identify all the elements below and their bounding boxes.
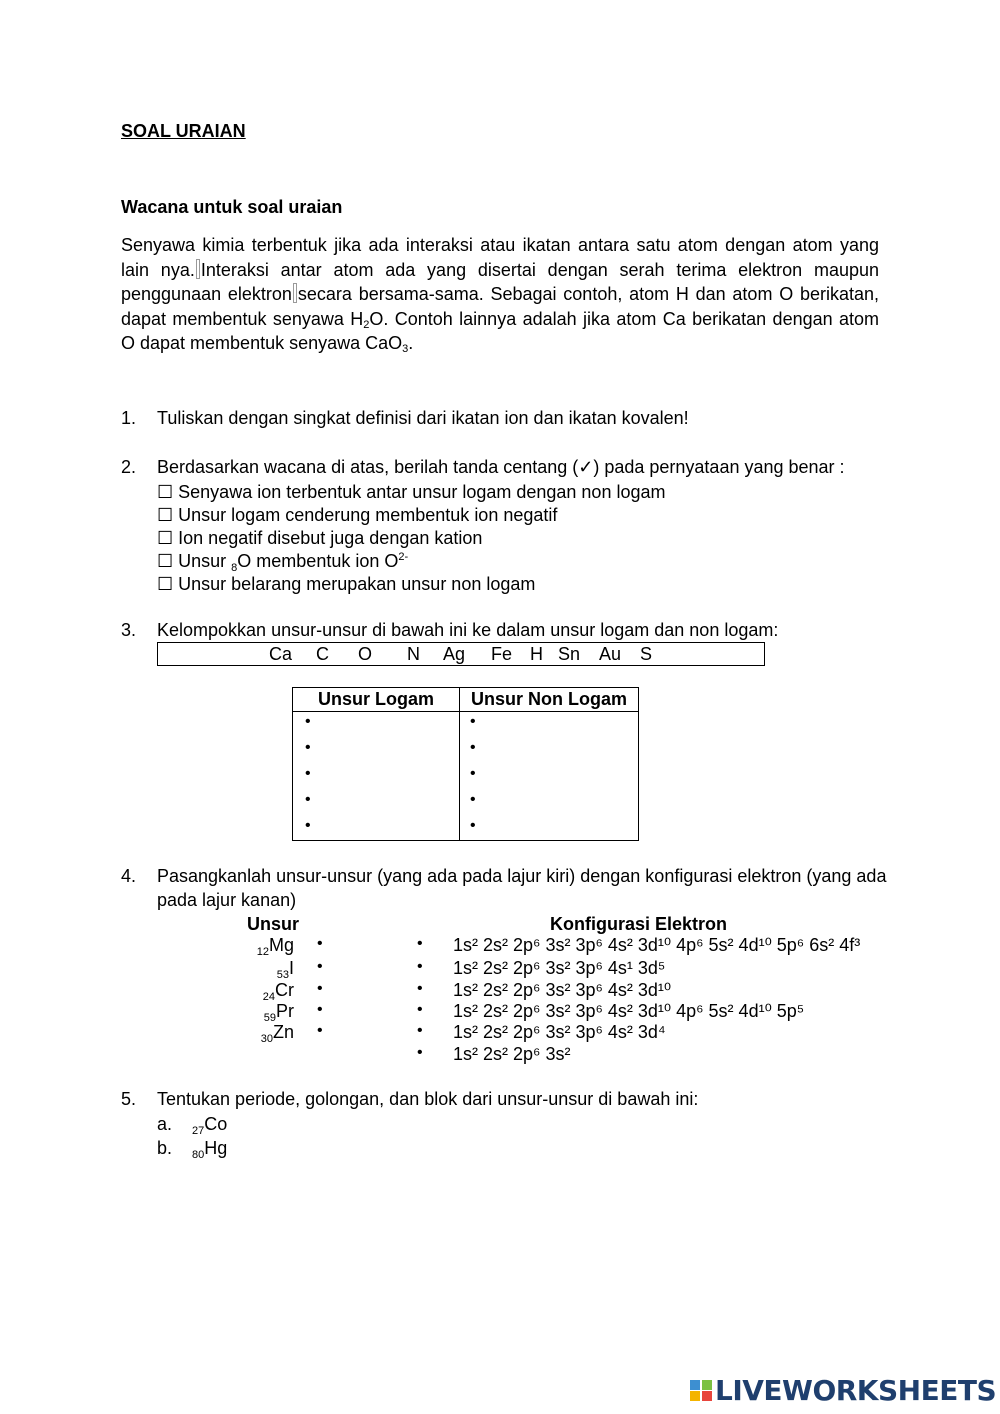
left-match-dot[interactable]: • [317, 935, 323, 952]
passage-heading: Wacana untuk soal uraian [121, 197, 343, 217]
bullet-icon: • [470, 817, 476, 834]
checkbox-icon: ☐ [157, 574, 174, 594]
left-match-dot[interactable]: • [317, 980, 323, 997]
q3-number: 3. [121, 620, 137, 640]
configuration-item: 1s² 2s² 2p⁶ 3s² 3p⁶ 4s² 3d¹⁰ 4p⁶ 5s² 4d¹⁰ 5p⁵ [453, 1001, 805, 1021]
q2-number: 2. [121, 457, 137, 477]
logo-grid-icon [690, 1380, 712, 1402]
column-header-metal: Unsur Logam [293, 688, 460, 712]
brand-name: LIVEWORKSHEETS [715, 1374, 997, 1407]
configuration-item: 1s² 2s² 2p⁶ 3s² 3p⁶ 4s² 3d¹⁰ [453, 980, 672, 1000]
right-match-dot[interactable]: • [417, 980, 423, 997]
right-match-dot[interactable]: • [417, 1001, 423, 1018]
element-list-box [157, 642, 765, 666]
q5-text: Tentukan periode, golongan, dan blok dari unsur-unsur di bawah ini: [157, 1089, 699, 1109]
element-item: H [530, 644, 543, 664]
page-title: SOAL URAIAN [121, 121, 246, 141]
checkbox-icon: ☐ [157, 482, 174, 502]
element-item: Ag [443, 644, 466, 664]
q4-text-continued: pada lajur kanan) [157, 890, 297, 910]
input-marker[interactable] [196, 259, 200, 279]
metal-answer-cell[interactable] [293, 712, 460, 841]
q2-text: Berdasarkan wacana di atas, berilah tanda centang (✓) pada pernyataan yang benar : [157, 457, 845, 477]
element-label: $_{30}$Zn [260, 1022, 294, 1045]
right-match-dot[interactable]: • [417, 935, 423, 952]
configuration-item: 1s² 2s² 2p⁶ 3s² 3p⁶ 4s² 3d¹⁰ 4p⁶ 5s² 4d¹⁰ 5p⁶ 6s² 4f³ [453, 935, 861, 955]
bullet-icon: • [470, 765, 476, 782]
q2-option[interactable]: ☐ Unsur $_8$O membentuk ion $O^{2-}$ [157, 551, 409, 574]
configuration-item: 1s² 2s² 2p⁶ 3s² [453, 1044, 571, 1064]
q5-number: 5. [121, 1089, 137, 1109]
element-item: Au [599, 644, 622, 664]
q5-item-element: $_{80}$Hg [192, 1138, 228, 1161]
input-marker[interactable] [293, 283, 297, 303]
element-label: $_{59}$Pr [263, 1001, 294, 1024]
element-label: $_{53}$I [276, 958, 294, 981]
classification-table [292, 687, 639, 841]
liveworksheets-logo [690, 1374, 996, 1407]
left-match-dot[interactable]: • [317, 1001, 323, 1018]
q2-option[interactable]: ☐ Unsur logam cenderung membentuk ion negatif [157, 505, 558, 525]
element-item: Sn [558, 644, 581, 664]
column-header-configuration: Konfigurasi Elektron [550, 914, 728, 934]
column-header-element: Unsur [247, 914, 300, 934]
checkbox-icon: ☐ [157, 551, 174, 571]
element-item: Ca [269, 644, 293, 664]
element-item: S [640, 644, 653, 664]
element-label: $_{24}$Cr [262, 980, 294, 1003]
bullet-icon: • [470, 791, 476, 808]
right-match-dot[interactable]: • [417, 958, 423, 975]
q5-item-label: a. [157, 1114, 173, 1134]
checkbox-icon: ☐ [157, 528, 174, 548]
q1-number: 1. [121, 408, 137, 428]
configuration-item: 1s² 2s² 2p⁶ 3s² 3p⁶ 4s¹ 3d⁵ [453, 958, 666, 978]
element-item: C [316, 644, 329, 664]
element-label: $_{12}$Mg [256, 935, 294, 958]
q5-item-element: $_{27}$Co [192, 1114, 228, 1137]
q2-option[interactable]: ☐ Unsur belarang merupakan unsur non logam [157, 574, 536, 594]
bullet-icon: • [305, 713, 311, 730]
nonmetal-answer-cell[interactable] [460, 712, 639, 841]
column-header-nonmetal: Unsur Non Logam [460, 688, 639, 712]
q4-number: 4. [121, 866, 137, 886]
q2-option[interactable]: ☐ Ion negatif disebut juga dengan kation [157, 528, 483, 548]
q3-text: Kelompokkan unsur-unsur di bawah ini ke dalam unsur logam dan non logam: [157, 620, 779, 640]
configuration-item: 1s² 2s² 2p⁶ 3s² 3p⁶ 4s² 3d⁴ [453, 1022, 666, 1042]
q5-item-label: b. [157, 1138, 173, 1158]
left-match-dot[interactable]: • [317, 1022, 323, 1039]
element-item: N [407, 644, 420, 664]
element-item: Fe [491, 644, 513, 664]
bullet-icon: • [470, 713, 476, 730]
bullet-icon: • [305, 765, 311, 782]
q4-text: Pasangkanlah unsur-unsur (yang ada pada lajur kiri) dengan konfigurasi elektron (yang ada [157, 866, 887, 886]
bullet-icon: • [470, 739, 476, 756]
right-match-dot[interactable]: • [417, 1044, 423, 1061]
q1-text: Tuliskan dengan singkat definisi dari ikatan ion dan ikatan kovalen! [157, 408, 689, 428]
right-match-dot[interactable]: • [417, 1022, 423, 1039]
element-item: O [358, 644, 373, 664]
bullet-icon: • [305, 739, 311, 756]
bullet-icon: • [305, 817, 311, 834]
q2-option[interactable]: ☐ Senyawa ion terbentuk antar unsur logam dengan non logam [157, 482, 666, 502]
passage: Senyawa kimia terbentuk jika ada interaksi atau ikatan antara satu atom dengan atom yang lain nya. Interaksi antar atom ada yang disertai dengan serah terima elektron maupun penggunaan elektron secara bersama-sama. Sebagai contoh, atom H dan atom O berikatan, dapat membentuk senyawa $H_2O$. Contoh lainnya adalah jika atom Ca berikatan dengan atom O dapat membentuk senyawa CaO$_3$. [121, 235, 880, 355]
bullet-icon: • [305, 791, 311, 808]
checkbox-icon: ☐ [157, 505, 174, 525]
left-match-dot[interactable]: • [317, 958, 323, 975]
